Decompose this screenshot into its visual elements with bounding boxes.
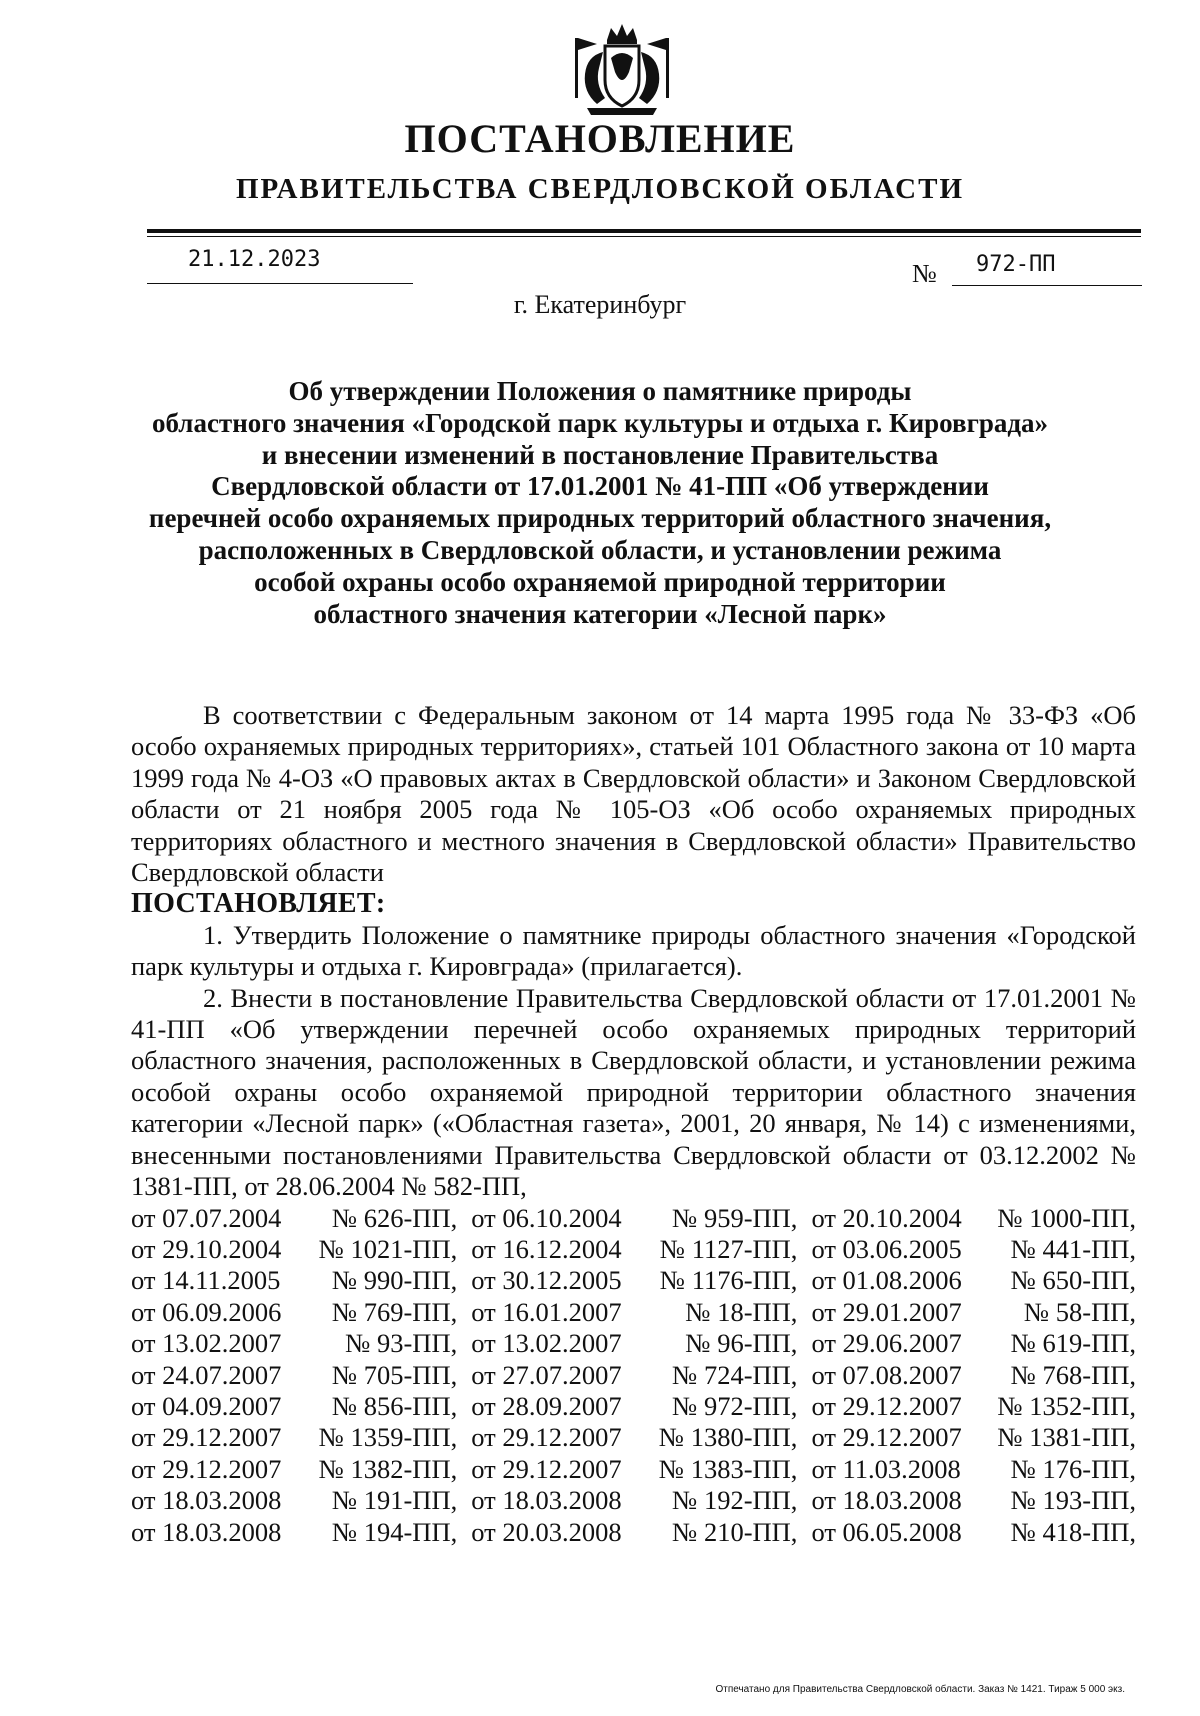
amendment-date: от 29.12.2007	[471, 1422, 622, 1453]
amendment-date: от 20.10.2004	[811, 1202, 962, 1233]
amendment-date: от 18.03.2008	[131, 1516, 282, 1547]
amendment-number: № 441-ПП,	[1010, 1233, 1136, 1264]
amendment-date: от 07.08.2007	[811, 1359, 962, 1390]
amendment-number: № 58-ПП,	[1023, 1296, 1136, 1327]
amendment-number: № 191-ПП,	[331, 1485, 458, 1516]
amendment-number: № 990-ПП,	[331, 1265, 458, 1296]
item-1-paragraph: 1. Утвердить Положение о памятнике природы областного значения «Городской парк культуры и отдыха г. Кировграда» (прилагается).	[131, 919, 1136, 982]
amendment-date: от 20.03.2008	[471, 1516, 622, 1547]
title-line: перечней особо охраняемых природных территорий областного значения,	[148, 503, 1052, 534]
title-line: Свердловской области от 17.01.2001 № 41-ПП «Об утверждении	[211, 471, 989, 502]
amendment-number: № 769-ПП,	[331, 1296, 458, 1327]
preamble-paragraph: В соответствии с Федеральным законом от 14 марта 1995 года № 33-ФЗ «Об особо охраняемых природных территориях», статьей 101 Областного закона от 10 марта 1999 года № 4-ОЗ «О правовых актах в Свердловской области» и Законом Свердловской области от 21 ноября 2005 года № 105-ОЗ «Об особо охраняемых природных территориях областного и местного значения в Свердловской области» Правительство Свердловской области	[131, 700, 1136, 888]
amendment-number: № 1383-ПП,	[658, 1453, 798, 1484]
amendment-number: № 193-ПП,	[1010, 1485, 1136, 1516]
amendment-number: № 1380-ПП,	[658, 1422, 798, 1453]
document-type: ПОСТАНОВЛЕНИЕ	[404, 116, 796, 161]
amendment-number: № 626-ПП,	[331, 1202, 458, 1233]
number-underline	[952, 285, 1142, 286]
amendment-number: № 724-ПП,	[672, 1359, 798, 1390]
amendment-date: от 29.12.2007	[131, 1422, 282, 1453]
amendment-row	[131, 1391, 1136, 1422]
amendment-row	[131, 1265, 1136, 1296]
amendment-date: от 24.07.2007	[131, 1359, 282, 1390]
amendment-number: № 1359-ПП,	[318, 1422, 458, 1453]
item-2-paragraph: 2. Внести в постановление Правительства Свердловской области от 17.01.2001 № 41-ПП «Об утверждении перечней особо охраняемых природных территорий областного значения, расположенных в Свердловской области, и установлении режима особой охраны особо охраняемой природной территории областного значения категории «Лесной парк» («Областная газета», 2001, 20 января, № 14) с изменениями, внесенными постановлениями Правительства Свердловской области от 03.12.2002 № 1381-ПП, от 28.06.2004 № 582-ПП,	[131, 982, 1136, 1202]
coat-of-arms-icon	[567, 18, 677, 118]
amendment-number: № 1382-ПП,	[318, 1453, 458, 1484]
date-underline	[147, 283, 413, 284]
amendment-date: от 29.12.2007	[811, 1390, 962, 1421]
amendment-date: от 07.07.2004	[131, 1202, 282, 1233]
amendment-date: от 30.12.2005	[471, 1265, 622, 1296]
amendment-row	[131, 1203, 1136, 1234]
title-line: областного значения «Городской парк культуры и отдыха г. Кировграда»	[151, 407, 1049, 438]
amendment-date: от 29.12.2007	[811, 1422, 962, 1453]
amendment-row	[131, 1517, 1136, 1548]
amendment-date: от 29.12.2007	[131, 1453, 282, 1484]
amendment-number: № 418-ПП,	[1010, 1516, 1136, 1547]
amendment-date: от 27.07.2007	[471, 1359, 622, 1390]
amendment-number: № 210-ПП,	[672, 1516, 798, 1547]
amendment-date: от 16.01.2007	[471, 1296, 622, 1327]
amendment-row	[131, 1297, 1136, 1328]
amendment-row	[131, 1485, 1136, 1516]
amendment-number: № 93-ПП,	[345, 1328, 458, 1359]
amendment-date: от 11.03.2008	[811, 1453, 961, 1484]
amendment-date: от 18.03.2008	[811, 1485, 962, 1516]
amendment-date: от 01.08.2006	[811, 1265, 962, 1296]
amendment-date: от 29.12.2007	[471, 1453, 622, 1484]
amendment-date: от 06.10.2004	[471, 1202, 622, 1233]
amendment-row	[131, 1454, 1136, 1485]
amendment-date: от 29.10.2004	[131, 1233, 282, 1264]
document-date: 21.12.2023	[188, 247, 321, 272]
amendment-number: № 1352-ПП,	[997, 1390, 1136, 1421]
amendment-date: от 04.09.2007	[131, 1390, 282, 1421]
amendment-date: от 29.01.2007	[811, 1296, 962, 1327]
amendment-number: № 176-ПП,	[1010, 1453, 1136, 1484]
amendments-list	[131, 1203, 1136, 1548]
document-number: 972-ПП	[976, 252, 1056, 277]
number-label: №	[912, 259, 937, 288]
print-footer: Отпечатано для Правительства Свердловской области. Заказ № 1421. Тираж 5 000 экз.	[715, 1684, 1125, 1695]
city-of-issue: г. Екатеринбург	[513, 290, 687, 319]
amendment-number: № 650-ПП,	[1010, 1265, 1136, 1296]
amendment-number: № 1176-ПП,	[659, 1265, 798, 1296]
amendment-date: от 14.11.2005	[131, 1265, 281, 1296]
title-line: Об утверждении Положения о памятнике природы	[288, 376, 912, 406]
title-line: особой охраны особо охраняемой природной территории	[254, 566, 946, 597]
amendment-date: от 18.03.2008	[131, 1485, 282, 1516]
amendment-number: № 1000-ПП,	[997, 1202, 1136, 1233]
amendment-number: № 192-ПП,	[672, 1485, 798, 1516]
amendment-row	[131, 1422, 1136, 1453]
amendment-row	[131, 1234, 1136, 1265]
amendment-number: № 768-ПП,	[1010, 1359, 1136, 1390]
amendment-number: № 619-ПП,	[1010, 1328, 1136, 1359]
amendment-number: № 1381-ПП,	[997, 1422, 1136, 1453]
amendment-number: № 705-ПП,	[331, 1359, 458, 1390]
decree-word: ПОСТАНОВЛЯЕТ:	[131, 888, 386, 920]
document-title	[130, 376, 1070, 630]
amendment-date: от 28.09.2007	[471, 1390, 622, 1421]
amendment-row	[131, 1360, 1136, 1391]
amendment-date: от 16.12.2004	[471, 1233, 622, 1264]
amendment-number: № 18-ПП,	[685, 1296, 798, 1327]
amendment-date: от 13.02.2007	[131, 1328, 282, 1359]
amendment-number: № 1127-ПП,	[659, 1233, 798, 1264]
document-body	[131, 700, 1136, 1548]
title-line: и внесении изменений в постановление Правительства	[261, 439, 939, 470]
amendment-row	[131, 1328, 1136, 1359]
amendment-number: № 959-ПП,	[672, 1202, 798, 1233]
amendment-number: № 1021-ПП,	[318, 1233, 458, 1264]
amendment-date: от 03.06.2005	[811, 1233, 962, 1264]
title-line: областного значения категории «Лесной парк»	[313, 598, 887, 629]
amendment-date: от 29.06.2007	[811, 1328, 962, 1359]
header-rule-thin	[147, 236, 1141, 237]
amendment-number: № 96-ПП,	[685, 1328, 798, 1359]
header-rule-thick	[147, 229, 1141, 233]
amendment-date: от 06.05.2008	[811, 1516, 962, 1547]
amendment-number: № 856-ПП,	[331, 1390, 458, 1421]
issuing-authority: ПРАВИТЕЛЬСТВА СВЕРДЛОВСКОЙ ОБЛАСТИ	[235, 173, 965, 205]
amendment-date: от 06.09.2006	[131, 1296, 282, 1327]
amendment-date: от 13.02.2007	[471, 1328, 622, 1359]
amendment-date: от 18.03.2008	[471, 1485, 622, 1516]
amendment-number: № 972-ПП,	[672, 1390, 798, 1421]
amendment-number: № 194-ПП,	[331, 1516, 458, 1547]
title-line: расположенных в Свердловской области, и установлении режима	[198, 534, 1002, 565]
